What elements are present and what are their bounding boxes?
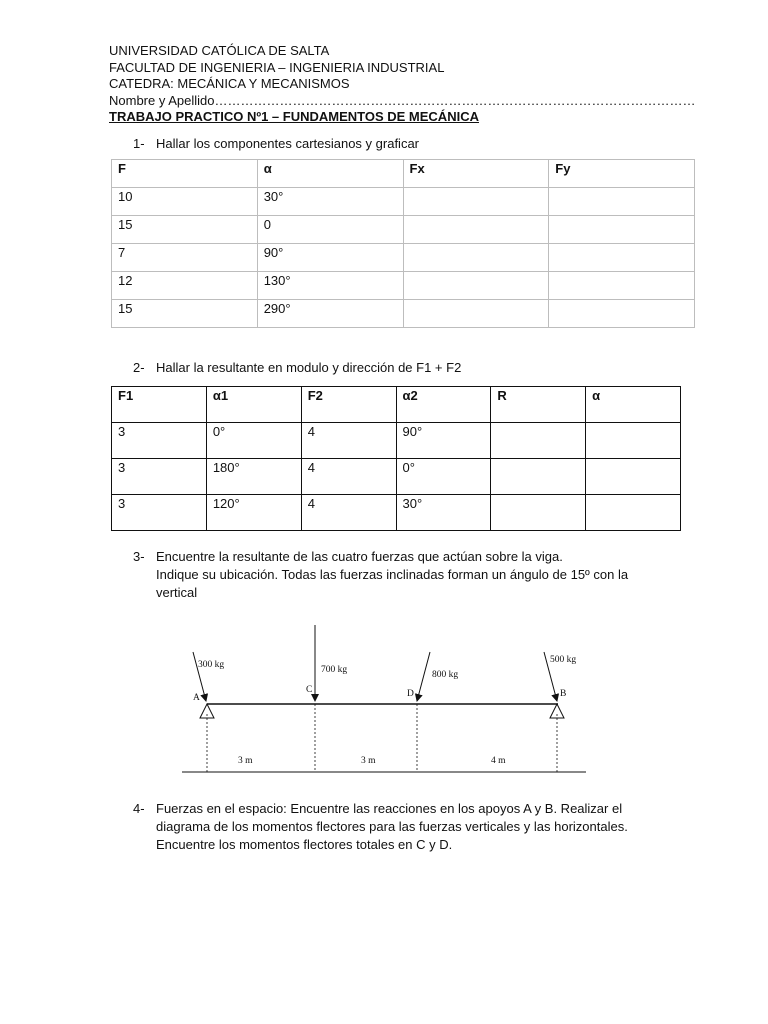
table-cell (549, 272, 695, 300)
table-row (112, 188, 695, 216)
university-name: UNIVERSIDAD CATÓLICA DE SALTA (109, 43, 330, 58)
question-3-line-3: vertical (156, 584, 198, 600)
table-cell: 120° (206, 495, 301, 531)
force-label: 300 kg (198, 660, 225, 670)
col-header: F1 (112, 387, 207, 423)
table-cell (403, 272, 549, 300)
table-cell: 3 (112, 423, 207, 459)
table-cell: 30° (396, 495, 491, 531)
force-label: 500 kg (550, 655, 577, 665)
table-cell: 15 (112, 300, 258, 328)
col-header: α (586, 387, 681, 423)
table-cell: 3 (112, 495, 207, 531)
table-cell (403, 188, 549, 216)
col-header: F2 (301, 387, 396, 423)
student-name-line: Nombre y Apellido………………………………………………………………………………………………… (109, 92, 696, 108)
table-cell: 4 (301, 495, 396, 531)
table-cell (549, 244, 695, 272)
components-table (111, 159, 695, 328)
table-header-row (112, 160, 695, 188)
question-4-number: 4- (133, 801, 145, 816)
question-1-text: Hallar los componentes cartesianos y graficar (156, 136, 420, 151)
table-cell (403, 244, 549, 272)
distance-label: 3 m (361, 756, 376, 766)
question-4-line-1: Fuerzas en el espacio: Encuentre las reacciones en los apoyos A y B. Realizar el (156, 801, 623, 816)
question-3-number: 3- (133, 549, 145, 564)
col-header: F (112, 160, 258, 188)
question-4-continuation (156, 818, 628, 853)
table-cell: 0° (206, 423, 301, 459)
table-cell: 290° (257, 300, 403, 328)
question-3-line-1: Encuentre la resultante de las cuatro fuerzas que actúan sobre la viga. (156, 549, 563, 564)
document-header (109, 43, 696, 126)
question-2 (133, 360, 461, 375)
table-cell (403, 300, 549, 328)
point-label: D (407, 689, 414, 699)
table-cell (491, 495, 586, 531)
table-cell: 3 (112, 459, 207, 495)
table-cell: 30° (257, 188, 403, 216)
table-cell: 130° (257, 272, 403, 300)
table-cell: 15 (112, 216, 258, 244)
table-header-row (112, 387, 681, 423)
col-header: Fx (403, 160, 549, 188)
table-cell: 180° (206, 459, 301, 495)
document-title: TRABAJO PRACTICO Nº1 – FUNDAMENTOS DE MECÁNICA (109, 109, 479, 124)
point-label: A (193, 693, 200, 703)
table-cell: 4 (301, 459, 396, 495)
table-cell: 90° (396, 423, 491, 459)
course-name: CATEDRA: MECÁNICA Y MECANISMOS (109, 76, 350, 91)
col-header: α2 (396, 387, 491, 423)
table-cell: 90° (257, 244, 403, 272)
force-800-arrow (417, 652, 430, 701)
point-label: C (306, 685, 313, 695)
table-cell: 7 (112, 244, 258, 272)
question-2-number: 2- (133, 360, 145, 375)
table-cell (549, 216, 695, 244)
table-cell (586, 459, 681, 495)
table-cell (491, 423, 586, 459)
distance-label: 4 m (491, 756, 506, 766)
col-header: R (491, 387, 586, 423)
question-4 (133, 801, 622, 816)
question-1-number: 1- (133, 136, 145, 151)
table-cell (549, 300, 695, 328)
question-4-line-3: Encuentre los momentos flectores totales en C y D. (156, 836, 453, 852)
table-cell (549, 188, 695, 216)
question-2-text: Hallar la resultante en modulo y dirección de F1 + F2 (156, 360, 462, 375)
question-3 (133, 549, 563, 564)
table-row (112, 459, 681, 495)
question-3-line-2: Indique su ubicación. Todas las fuerzas inclinadas forman un ángulo de 15º con la (156, 567, 629, 582)
table-cell (586, 495, 681, 531)
table-row (112, 495, 681, 531)
table-cell: 4 (301, 423, 396, 459)
table-row (112, 244, 695, 272)
table-row (112, 216, 695, 244)
table-cell: 10 (112, 188, 258, 216)
faculty-name: FACULTAD DE INGENIERIA – INGENIERIA INDUSTRIAL (109, 59, 445, 75)
table-row (112, 272, 695, 300)
question-4-line-2: diagrama de los momentos flectores para las fuerzas verticales y las horizontales. (156, 819, 628, 834)
table-cell (403, 216, 549, 244)
col-header: Fy (549, 160, 695, 188)
distance-label: 3 m (238, 756, 253, 766)
col-header: α (257, 160, 403, 188)
table-cell: 0° (396, 459, 491, 495)
table-cell: 0 (257, 216, 403, 244)
question-3-continuation (156, 566, 628, 601)
force-label: 800 kg (432, 670, 459, 680)
col-header: α1 (206, 387, 301, 423)
table-cell (586, 423, 681, 459)
force-label: 700 kg (321, 665, 348, 675)
table-cell: 12 (112, 272, 258, 300)
question-1 (133, 136, 419, 151)
beam-diagram (180, 622, 590, 777)
table-cell (491, 459, 586, 495)
table-row (112, 300, 695, 328)
table-row (112, 423, 681, 459)
point-label: B (560, 689, 567, 699)
resultant-table (111, 386, 681, 531)
